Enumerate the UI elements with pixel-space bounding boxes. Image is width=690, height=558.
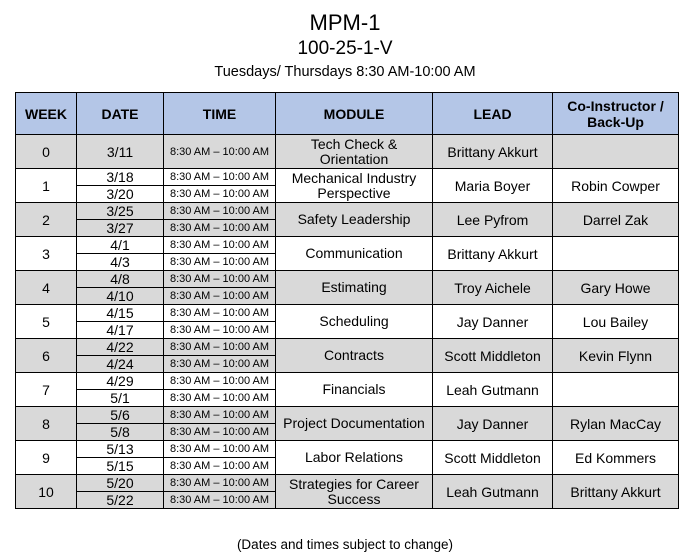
table-row [16,169,679,186]
schedule-line: Tuesdays/ Thursdays 8:30 AM-10:00 AM [214,64,476,80]
module-cell: Financials [276,373,433,407]
date-cell: 3/20 [77,186,164,203]
co-instructor-cell [553,373,679,407]
week-cell: 3 [16,237,77,271]
time-cell: 8:30 AM – 10:00 AM [164,390,276,407]
time-cell: 8:30 AM – 10:00 AM [164,186,276,203]
date-cell: 4/1 [77,237,164,254]
time-cell: 8:30 AM – 10:00 AM [164,458,276,475]
co-instructor-cell: Brittany Akkurt [553,475,679,509]
header-time: TIME [164,93,276,135]
time-cell: 8:30 AM – 10:00 AM [164,203,276,220]
date-cell: 4/22 [77,339,164,356]
time-cell: 8:30 AM – 10:00 AM [164,339,276,356]
date-cell: 4/15 [77,305,164,322]
date-cell: 4/24 [77,356,164,373]
co-instructor-cell: Rylan MacCay [553,407,679,441]
time-cell: 8:30 AM – 10:00 AM [164,373,276,390]
module-cell: Labor Relations [276,441,433,475]
table-row [16,135,679,169]
date-cell: 4/29 [77,373,164,390]
time-cell: 8:30 AM – 10:00 AM [164,475,276,492]
date-cell: 5/13 [77,441,164,458]
time-cell: 8:30 AM – 10:00 AM [164,492,276,509]
date-cell: 4/10 [77,288,164,305]
co-instructor-cell: Darrel Zak [553,203,679,237]
lead-cell: Scott Middleton [433,441,553,475]
time-cell: 8:30 AM – 10:00 AM [164,407,276,424]
document-title: MPM-1 [309,10,381,35]
week-cell: 6 [16,339,77,373]
module-cell: Mechanical Industry Perspective [276,169,433,203]
table-row [16,339,679,356]
table-row [16,203,679,220]
time-cell: 8:30 AM – 10:00 AM [164,169,276,186]
lead-cell: Scott Middleton [433,339,553,373]
week-cell: 2 [16,203,77,237]
time-cell: 8:30 AM – 10:00 AM [164,271,276,288]
time-cell: 8:30 AM – 10:00 AM [164,220,276,237]
date-cell: 4/17 [77,322,164,339]
table-row [16,305,679,322]
table-row [16,441,679,458]
date-cell: 5/22 [77,492,164,509]
module-cell: Contracts [276,339,433,373]
date-cell: 3/18 [77,169,164,186]
footer-note: (Dates and times subject to change) [236,537,454,552]
time-cell: 8:30 AM – 10:00 AM [164,322,276,339]
lead-cell: Brittany Akkurt [433,237,553,271]
co-instructor-cell: Kevin Flynn [553,339,679,373]
module-cell: Tech Check & Orientation [276,135,433,169]
schedule-table [15,92,679,509]
time-cell: 8:30 AM – 10:00 AM [164,441,276,458]
module-cell: Estimating [276,271,433,305]
date-cell: 4/8 [77,271,164,288]
co-instructor-cell [553,237,679,271]
co-instructor-cell: Robin Cowper [553,169,679,203]
lead-cell: Troy Aichele [433,271,553,305]
week-cell: 1 [16,169,77,203]
module-cell: Communication [276,237,433,271]
lead-cell: Jay Danner [433,305,553,339]
date-cell: 5/15 [77,458,164,475]
lead-cell: Leah Gutmann [433,475,553,509]
date-cell: 5/6 [77,407,164,424]
date-cell: 5/8 [77,424,164,441]
date-cell: 5/1 [77,390,164,407]
date-cell: 3/11 [77,135,164,169]
co-instructor-cell: Ed Kommers [553,441,679,475]
lead-cell: Lee Pyfrom [433,203,553,237]
date-cell: 3/27 [77,220,164,237]
co-instructor-cell [553,135,679,169]
header-week: WEEK [16,93,77,135]
table-row [16,237,679,254]
module-cell: Strategies for Career Success [276,475,433,509]
table-header-row [16,93,679,135]
week-cell: 0 [16,135,77,169]
time-cell: 8:30 AM – 10:00 AM [164,356,276,373]
time-cell: 8:30 AM – 10:00 AM [164,424,276,441]
co-instructor-cell: Lou Bailey [553,305,679,339]
module-cell: Scheduling [276,305,433,339]
week-cell: 4 [16,271,77,305]
date-cell: 4/3 [77,254,164,271]
date-cell: 5/20 [77,475,164,492]
table-row [16,475,679,492]
header-date: DATE [77,93,164,135]
time-cell: 8:30 AM – 10:00 AM [164,135,276,169]
table-row [16,407,679,424]
time-cell: 8:30 AM – 10:00 AM [164,237,276,254]
date-cell: 3/25 [77,203,164,220]
week-cell: 10 [16,475,77,509]
table-row [16,271,679,288]
lead-cell: Leah Gutmann [433,373,553,407]
module-cell: Project Documentation [276,407,433,441]
co-instructor-cell: Gary Howe [553,271,679,305]
lead-cell: Maria Boyer [433,169,553,203]
table-row [16,373,679,390]
lead-cell: Jay Danner [433,407,553,441]
week-cell: 5 [16,305,77,339]
module-cell: Safety Leadership [276,203,433,237]
time-cell: 8:30 AM – 10:00 AM [164,254,276,271]
week-cell: 8 [16,407,77,441]
lead-cell: Brittany Akkurt [433,135,553,169]
header-lead: LEAD [433,93,553,135]
time-cell: 8:30 AM – 10:00 AM [164,288,276,305]
time-cell: 8:30 AM – 10:00 AM [164,305,276,322]
header-co-instructor: Co-Instructor / Back-Up [553,93,679,135]
header-module: MODULE [276,93,433,135]
week-cell: 7 [16,373,77,407]
course-code: 100-25-1-V [297,38,393,59]
week-cell: 9 [16,441,77,475]
